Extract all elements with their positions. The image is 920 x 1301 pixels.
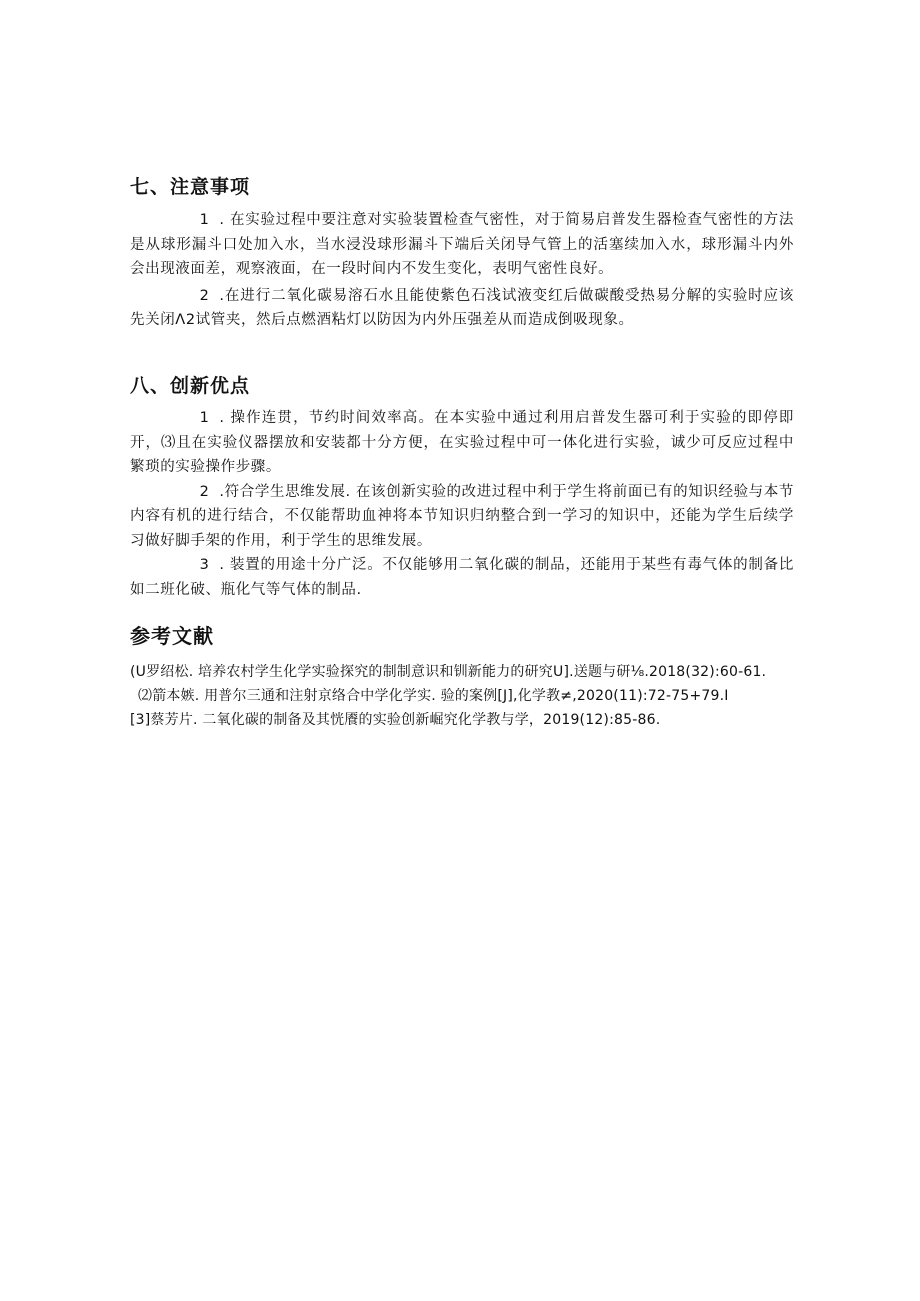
section-references: [130, 622, 810, 732]
precaution-item-1: [130, 208, 794, 282]
item-text: . 装置的用途十分广泛。不仅能够用二氧化碳的制品，还能用于某些有毒气体的制备比如二班化破、瓶化气等气体的制品.: [130, 557, 794, 598]
reference-item-2: ⑵箭本嫉. 用普尔三通和注射京络合中学化学实. 验的案例[J],化学教≠,2020(11):72-75+79.I: [138, 688, 729, 704]
reference-item-1: (U罗绍松. 培养农村学生化学实验探究的制制意识和钏新能力的研究U].送题与研⅛.2018(32):60-61.: [130, 664, 767, 680]
advantage-item-1: [130, 406, 794, 480]
section-heading-precautions: 七、注意事项: [130, 176, 251, 198]
item-text: .符合学生思维发展. 在该创新实验的改进过程中利于学生将前面已有的知识经验与本节内容有机的进行结合，不仅能帮助血神将本节知识归纳整合到一学习的知识中，还能为学生后续学习做好脚手架的作用，利于学生的思维发展。: [130, 483, 794, 549]
section-heading-innovation: 八、创新优点: [130, 375, 251, 397]
item-number: 1: [199, 410, 210, 426]
precaution-item-2: [130, 284, 794, 333]
item-number: 2: [199, 483, 210, 500]
section-precautions: [130, 173, 794, 333]
item-number: 1: [199, 212, 210, 228]
reference-item-3: [3]蔡芳片. 二氧化碳的制备及其恍餍的实验创新崛究化学教与学，2019(12):85-86.: [130, 712, 661, 728]
section-heading-references: 参考文献: [130, 624, 214, 648]
item-text: . 在实验过程中要注意对实验装置检查气密性，对于简易启普发生器检查气密性的方法是从球形漏斗口处加入水，当水浸没球形漏斗下端后关闭导气管上的活塞续加入水，球形漏斗内外会出现液面差，观察液面，在一段时间内不发生变化，表明气密性良好。: [130, 212, 794, 277]
item-text: .在进行二氧化碳易溶石水且能使紫色石浅试液变红后做碳酸受热易分解的实验时应该先关闭Λ2试管夹，然后点燃酒粘灯以防因为内外压强差从而造成倒吸现象。: [130, 287, 794, 328]
item-text: . 操作连贯，节约时间效率高。在本实验中通过利用启普发生器可利于实验的即停即开，⑶且在实验仪器摆放和安装都十分方便，在实验过程中可一体化进行实验，诚少可反应过程中繁琐的实验操作步骤。: [130, 410, 794, 475]
item-number: 2: [199, 287, 210, 304]
section-innovation-advantages: [130, 372, 794, 602]
advantage-item-2: [130, 480, 794, 554]
item-number: 3: [199, 557, 210, 573]
advantage-item-3: [130, 553, 794, 602]
